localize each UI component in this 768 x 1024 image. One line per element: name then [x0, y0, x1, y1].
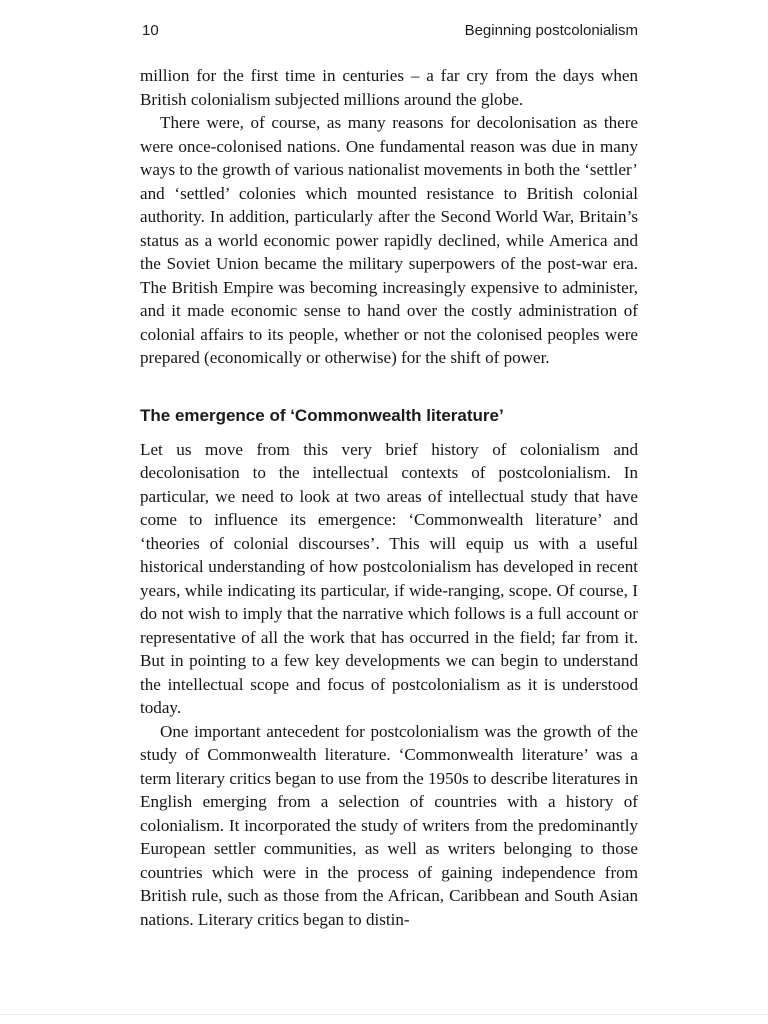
book-page — [140, 0, 638, 1024]
scan-bottom-edge — [0, 1014, 768, 1015]
paragraph-commonwealth-literature: One important antecedent for postcolonialism was the growth of the study of Commonwealth literature. ‘Commonwealth literature’ was a term literary critics began to use from the 1950s to describe literatures in English emerging from a selection of countries with a history of colonialism. It incorporated the study of writers from the predominantly European settler communities, as well as writers belonging to those countries which were in the process of gaining independence from British rule, such as those from the African, Caribbean and South Asian nations. Literary critics began to distin- — [140, 721, 638, 929]
body-text — [140, 64, 638, 931]
paragraph-decolonisation-reasons: There were, of course, as many reasons for decolonisation as there were once-colonised nations. One fundamental reason was due in many ways to the growth of various nationalist movements in both the ‘settler’ and ‘settled’ colonies which mounted resistance to British colonial authority. In addition, particularly after the Second World War, Britain’s status as a world economic power rapidly declined, while America and the Soviet Union became the military superpowers of the post-war era. The British Empire was becoming increasingly expensive to administer, and it made economic sense to hand over the costly administration of colonial affairs to its people, whether or not the colonised peoples were prepared (economically or otherwise) for the shift of power. — [140, 113, 638, 367]
paragraph-continuation: million for the first time in centuries – a far cry from the days when British colonialism subjected millions around the globe. — [140, 66, 638, 109]
running-head — [140, 22, 638, 46]
section-heading: The emergence of ‘Commonwealth literature’ — [140, 405, 504, 425]
running-title: Beginning postcolonialism — [464, 22, 638, 39]
paragraph-intellectual-contexts: Let us move from this very brief history of colonialism and decolonisation to the intellectual contexts of postcolonialism. In particular, we need to look at two areas of intellectual study that have come to influence its emergence: ‘Commonwealth literature’ and ‘theories of colonial discourses’. This will equip us with a useful historical understanding of how postcolonialism has developed in recent years, while indicating its particular, if wide-ranging, scope. Of course, I do not wish to imply that the narrative which follows is a full account or representative of all the work that has occurred in the field; far from it. But in pointing to a few key developments we can begin to understand the intellectual scope and focus of postcolonialism as it is understood today. — [140, 439, 638, 717]
page-number: 10 — [142, 22, 159, 39]
